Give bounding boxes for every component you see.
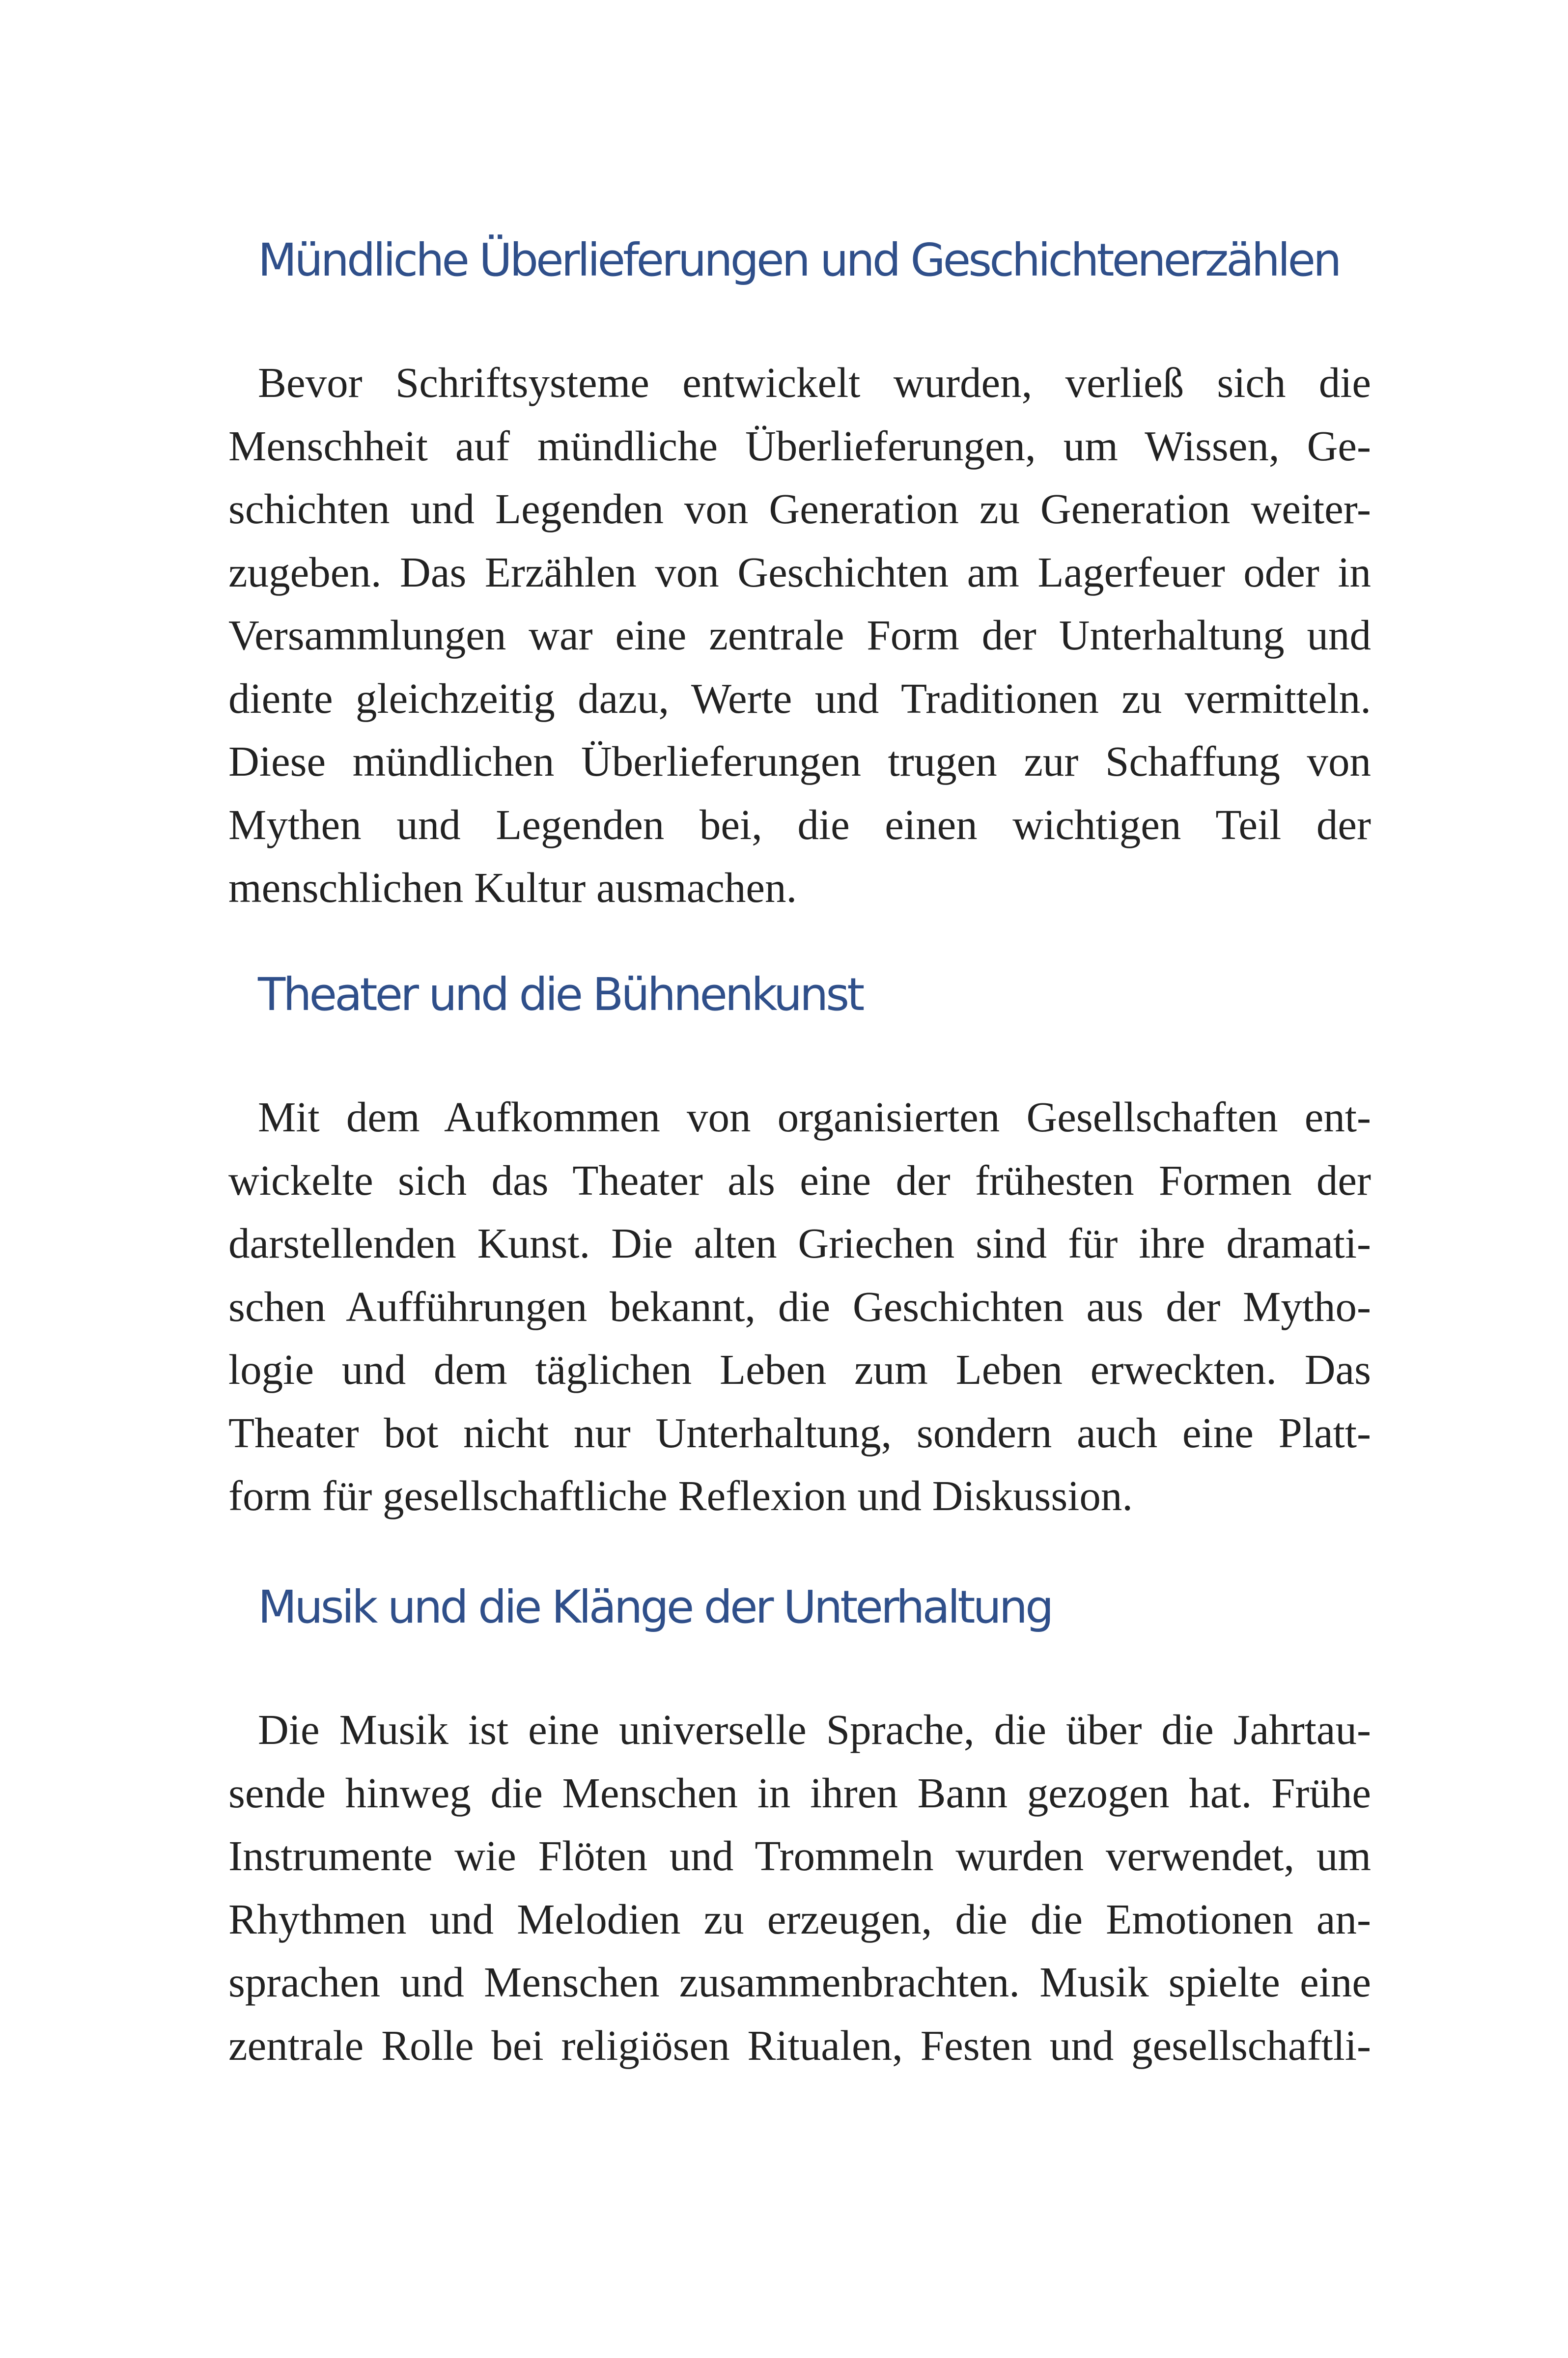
paragraph-line: darstellenden Kunst. Die alten Griechen sind für ihre dramati- (228, 1219, 1371, 1267)
paragraph-line: zentrale Rolle bei religiösen Ritualen, Festen und gesellschaftli- (228, 2021, 1371, 2069)
paragraph-line: Mit dem Aufkommen von organisierten Gesellschaften ent- (258, 1093, 1371, 1141)
paragraph-line: wickelte sich das Theater als eine der frühesten Formen der (228, 1156, 1371, 1204)
paragraph-line: Die Musik ist eine universelle Sprache, die über die Jahrtau- (258, 1706, 1371, 1753)
paragraph-line: Rhythmen und Melodien zu erzeugen, die die Emotionen an- (228, 1895, 1371, 1943)
section-paragraph (228, 1086, 1371, 1528)
paragraph-line: schichten und Legenden von Generation zu Generation weiter- (228, 485, 1371, 533)
section-paragraph (228, 1698, 1371, 2077)
paragraph-line: diente gleichzeitig dazu, Werte und Traditionen zu vermitteln. (228, 674, 1371, 722)
paragraph-line: Versammlungen war eine zentrale Form der Unterhaltung und (228, 611, 1371, 659)
paragraph-line: schen Aufführungen bekannt, die Geschichten aus der Mytho- (228, 1282, 1371, 1330)
paragraph-line: Theater bot nicht nur Unterhaltung, sondern auch eine Platt- (228, 1408, 1371, 1457)
paragraph-line: zugeben. Das Erzählen von Geschichten am Lagerfeuer oder in (228, 548, 1371, 596)
paragraph-line: form für gesellschaftliche Reflexion und Diskussion. (228, 1472, 1133, 1519)
paragraph-line: sprachen und Menschen zusammenbrachten. Musik spielte eine (228, 1958, 1371, 2006)
paragraph-line: Bevor Schriftsysteme entwickelt wurden, verließ sich die (258, 359, 1371, 406)
section-paragraph (228, 351, 1371, 920)
section-theater (228, 965, 1371, 1528)
paragraph-line: Mythen und Legenden bei, die einen wichtigen Teil der (228, 800, 1371, 848)
paragraph-line: sende hinweg die Menschen in ihren Bann gezogen hat. Frühe (228, 1768, 1371, 1817)
paragraph-line: Instrumente wie Flöten und Trommeln wurden verwendet, um (228, 1832, 1371, 1880)
section-heading: Mündliche Überlieferungen und Geschichtenerzählen (258, 234, 1340, 286)
section-oral-tradition (228, 231, 1371, 920)
section-music (228, 1578, 1371, 2077)
paragraph-line: menschlichen Kultur ausmachen. (228, 864, 797, 911)
paragraph-line: Diese mündlichen Überlieferungen trugen zur Schaffung von (228, 737, 1371, 785)
section-heading: Musik und die Klänge der Unterhaltung (258, 1581, 1052, 1633)
section-heading: Theater und die Bühnenkunst (258, 968, 863, 1021)
paragraph-line: Menschheit auf mündliche Überlieferungen, um Wissen, Ge- (228, 421, 1371, 470)
paragraph-line: logie und dem täglichen Leben zum Leben erweckten. Das (228, 1346, 1371, 1393)
